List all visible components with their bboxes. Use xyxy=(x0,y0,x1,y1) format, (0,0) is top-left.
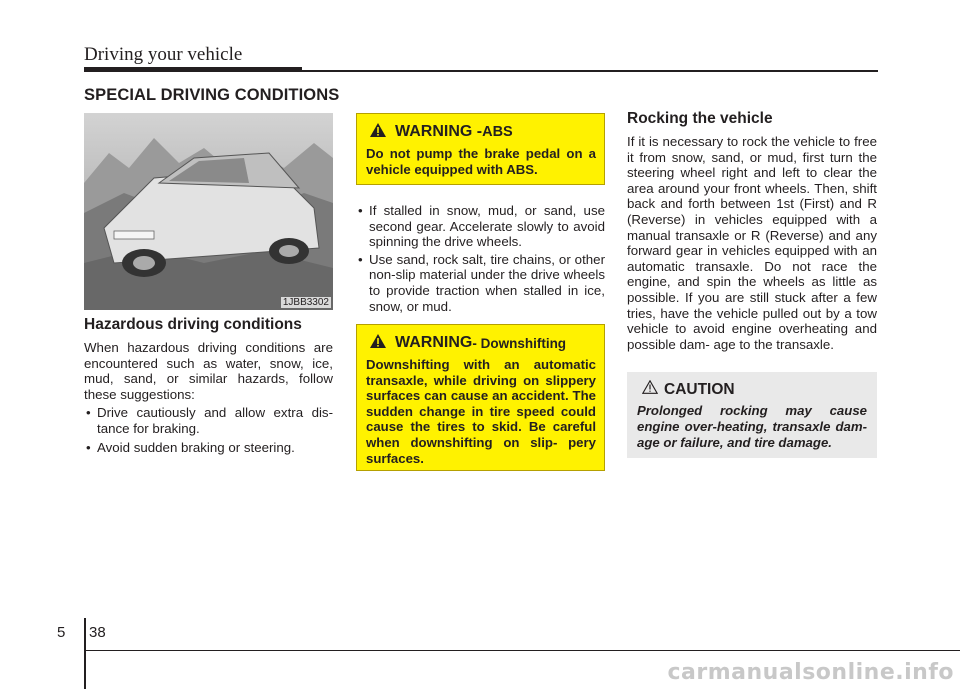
warning-abs-box xyxy=(356,113,605,185)
figure-code: 1JBB3302 xyxy=(282,297,329,308)
warning-label: WARNING xyxy=(395,334,473,351)
footer-horizontal-rule xyxy=(84,650,960,651)
hazardous-bullet: • Drive cautiously and allow extra dis- tance for braking. xyxy=(84,405,333,436)
warning-abs-text: Do not pump the brake pedal on a vehicle equipped with ABS. xyxy=(366,146,596,177)
warning-triangle-icon xyxy=(370,334,386,353)
header-rule-thick xyxy=(84,67,302,72)
caution-label: CAUTION xyxy=(664,380,735,398)
warning-triangle-icon xyxy=(370,123,386,142)
hazardous-bullet: • Avoid sudden braking or steering. xyxy=(84,440,333,456)
header-rule-thin xyxy=(302,70,878,72)
middle-bullet: • Use sand, rock salt, tire chains, or other non-slip material under the drive wheels to provide traction when stalled in ice, snow, or mud. xyxy=(356,252,605,314)
car-illustration xyxy=(84,113,333,310)
rocking-text: If it is necessary to rock the vehicle to free it from snow, sand, or mud, first turn the steering wheel right and left to clear the area around your front wheels. Then, shift back and forth between 1st (First) and R (Reverse) in vehicles equipped with a manual transaxle or R (Reverse) and any forward gear in vehicles equipped with an automatic transaxle. Do not race the engine, and spin the wheels as little as possible. If you are still stuck after a few tries, have the vehicle pulled out by a tow vehicle to avoid engine overheating and possible dam- age to the transaxle. xyxy=(627,134,877,352)
running-header: Driving your vehicle xyxy=(84,44,243,65)
hazardous-intro: When hazardous driving conditions are encountered such as water, snow, ice, mud, sand, or similar hazards, follow these suggestions: xyxy=(84,340,333,402)
watermark: carmanualsonline.info xyxy=(667,660,954,685)
caution-text: Prolonged rocking may cause engine over-heating, transaxle dam- age or failure, and tire damage. xyxy=(637,403,867,450)
warning-label: WARNING - xyxy=(395,123,483,140)
footer-vertical-rule xyxy=(84,618,86,689)
warning-downshift-box xyxy=(356,324,605,471)
middle-bullet: • If stalled in snow, mud, or sand, use second gear. Accelerate slowly to avoid spinning the drive wheels. xyxy=(356,203,605,250)
rocking-section xyxy=(627,110,877,352)
warning-topic: ABS xyxy=(482,124,513,140)
chapter-number: 5 xyxy=(57,624,66,641)
caution-triangle-icon xyxy=(642,380,658,399)
section-title: SPECIAL DRIVING CONDITIONS xyxy=(84,86,340,104)
hazardous-heading: Hazardous driving conditions xyxy=(84,316,302,333)
warning-downshift-text: Downshifting with an automatic transaxle, while driving on slippery surfaces can cause an accident. The sudden change in tire speed could cause the tires to skid. Be careful when downshifting on slip- pery surfaces. xyxy=(366,357,596,466)
hazardous-section xyxy=(84,316,333,455)
warning-topic: - Downshifting xyxy=(472,335,567,351)
rocking-heading: Rocking the vehicle xyxy=(627,110,773,127)
caution-box xyxy=(627,372,877,458)
middle-bullets xyxy=(356,203,605,314)
page-number: 38 xyxy=(89,624,106,641)
